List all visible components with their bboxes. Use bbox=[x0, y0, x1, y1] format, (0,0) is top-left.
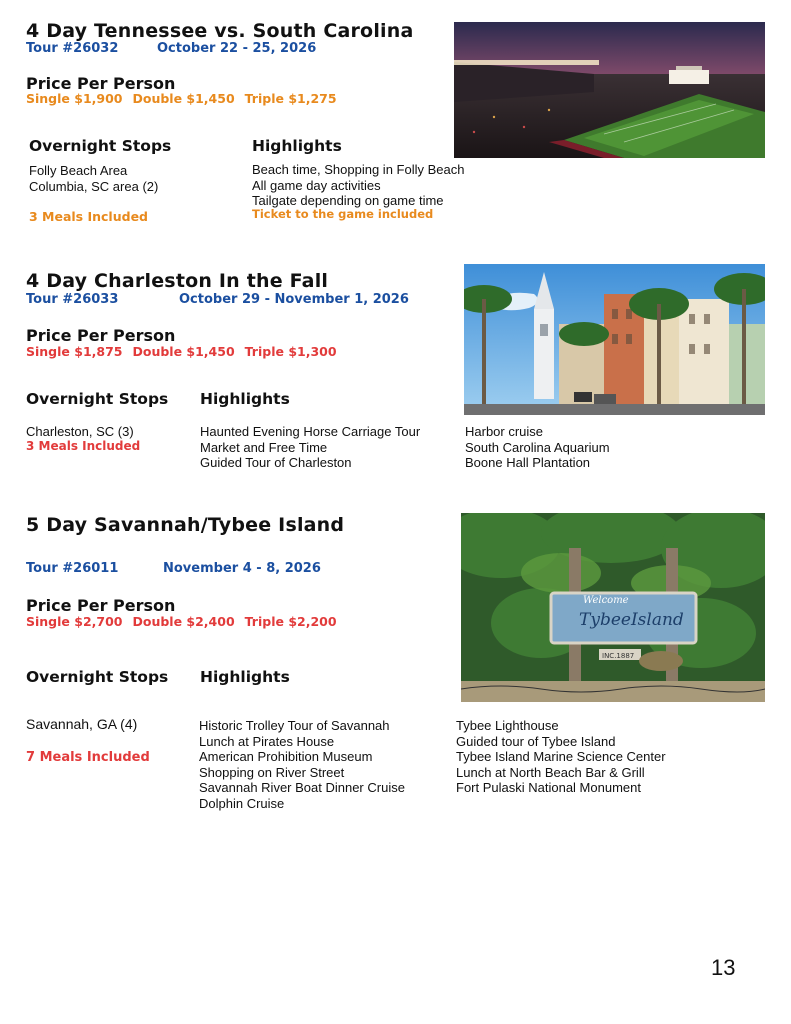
highlight-item: American Prohibition Museum bbox=[199, 749, 373, 764]
price-double: Double $2,400 bbox=[132, 614, 235, 629]
price-list bbox=[26, 614, 347, 629]
highlights-heading: Highlights bbox=[200, 390, 290, 408]
highlight-item: Guided tour of Tybee Island bbox=[456, 733, 616, 749]
price-triple: Triple $2,200 bbox=[244, 614, 337, 629]
highlight-item: Beach time, Shopping in Folly Beach bbox=[252, 162, 465, 177]
overnight-heading: Overnight Stops bbox=[29, 137, 172, 155]
stadium-photo bbox=[454, 22, 765, 158]
highlight-item: Dolphin Cruise bbox=[199, 795, 285, 811]
highlight-item: Boone Hall Plantation bbox=[465, 455, 591, 470]
highlights-list-col2 bbox=[465, 424, 610, 471]
highlight-item: Guided Tour of Charleston bbox=[200, 455, 352, 470]
overnight-stop: Charleston, SC (3) bbox=[26, 424, 134, 439]
meals-included: 3 Meals Included bbox=[29, 209, 148, 224]
highlight-note: Ticket to the game included bbox=[252, 207, 434, 221]
highlights-heading: Highlights bbox=[200, 668, 290, 686]
price-list bbox=[26, 91, 347, 106]
highlight-item: Lunch at North Beach Bar & Grill bbox=[456, 764, 645, 780]
highlight-item: Haunted Evening Horse Carriage Tour bbox=[200, 424, 421, 439]
highlights-list-col1 bbox=[200, 424, 420, 471]
price-triple: Triple $1,275 bbox=[244, 91, 337, 106]
highlight-item: Market and Free Time bbox=[200, 439, 328, 455]
highlight-item: Fort Pulaski National Monument bbox=[456, 780, 641, 795]
tybee-sign-photo bbox=[461, 513, 765, 702]
highlight-item: Tybee Island Marine Science Center bbox=[456, 749, 666, 764]
tour-title: 4 Day Tennessee vs. South Carolina bbox=[26, 20, 414, 42]
overnight-heading: Overnight Stops bbox=[26, 390, 169, 408]
price-single: Single $2,700 bbox=[26, 614, 123, 629]
price-heading: Price Per Person bbox=[26, 74, 176, 93]
price-heading: Price Per Person bbox=[26, 596, 176, 615]
meals-included: 7 Meals Included bbox=[26, 750, 150, 765]
highlight-item: Harbor cruise bbox=[465, 424, 544, 439]
price-heading: Price Per Person bbox=[26, 326, 176, 345]
sign-name-text: TybeeIsland bbox=[579, 610, 684, 630]
tour-dates: October 22 - 25, 2026 bbox=[157, 41, 317, 56]
tour-title: 4 Day Charleston In the Fall bbox=[26, 270, 329, 292]
overnight-stop: Folly Beach Area bbox=[29, 163, 128, 178]
price-triple: Triple $1,300 bbox=[244, 344, 337, 359]
price-single: Single $1,875 bbox=[26, 344, 123, 359]
charleston-street-photo bbox=[464, 264, 765, 415]
highlights-list-col1 bbox=[199, 718, 405, 811]
highlight-item: Savannah River Boat Dinner Cruise bbox=[199, 780, 405, 795]
tour-dates: October 29 - November 1, 2026 bbox=[179, 292, 409, 307]
highlights-list bbox=[252, 162, 464, 209]
tour-title: 5 Day Savannah/Tybee Island bbox=[26, 514, 345, 536]
tour-number: Tour #26033 bbox=[26, 292, 119, 307]
meals-included: 3 Meals Included bbox=[26, 439, 141, 453]
highlight-item: Lunch at Pirates House bbox=[199, 733, 335, 749]
highlight-item: South Carolina Aquarium bbox=[465, 439, 610, 455]
highlight-item: Shopping on River Street bbox=[199, 764, 345, 780]
overnight-list bbox=[29, 163, 158, 194]
tour-number: Tour #26011 bbox=[26, 561, 119, 576]
overnight-stop: Savannah, GA (4) bbox=[26, 716, 138, 732]
price-list bbox=[26, 344, 347, 359]
tour-dates: November 4 - 8, 2026 bbox=[163, 561, 321, 576]
overnight-list bbox=[26, 717, 137, 733]
highlight-item: Tailgate depending on game time bbox=[252, 193, 444, 208]
overnight-heading: Overnight Stops bbox=[26, 668, 169, 686]
tour-number: Tour #26032 bbox=[26, 41, 119, 56]
highlights-heading: Highlights bbox=[252, 137, 342, 155]
overnight-list bbox=[26, 424, 134, 440]
price-double: Double $1,450 bbox=[132, 344, 235, 359]
sign-inc-text: INC.1887 bbox=[602, 652, 635, 660]
overnight-stop: Columbia, SC area (2) bbox=[29, 178, 159, 194]
price-double: Double $1,450 bbox=[132, 91, 235, 106]
sign-welcome-text: Welcome bbox=[583, 595, 629, 606]
highlight-item: Tybee Lighthouse bbox=[456, 718, 559, 733]
page-number: 13 bbox=[711, 955, 736, 980]
highlight-item: All game day activities bbox=[252, 177, 381, 193]
highlights-list-col2 bbox=[456, 718, 666, 796]
highlight-item: Historic Trolley Tour of Savannah bbox=[199, 718, 390, 733]
price-single: Single $1,900 bbox=[26, 91, 123, 106]
